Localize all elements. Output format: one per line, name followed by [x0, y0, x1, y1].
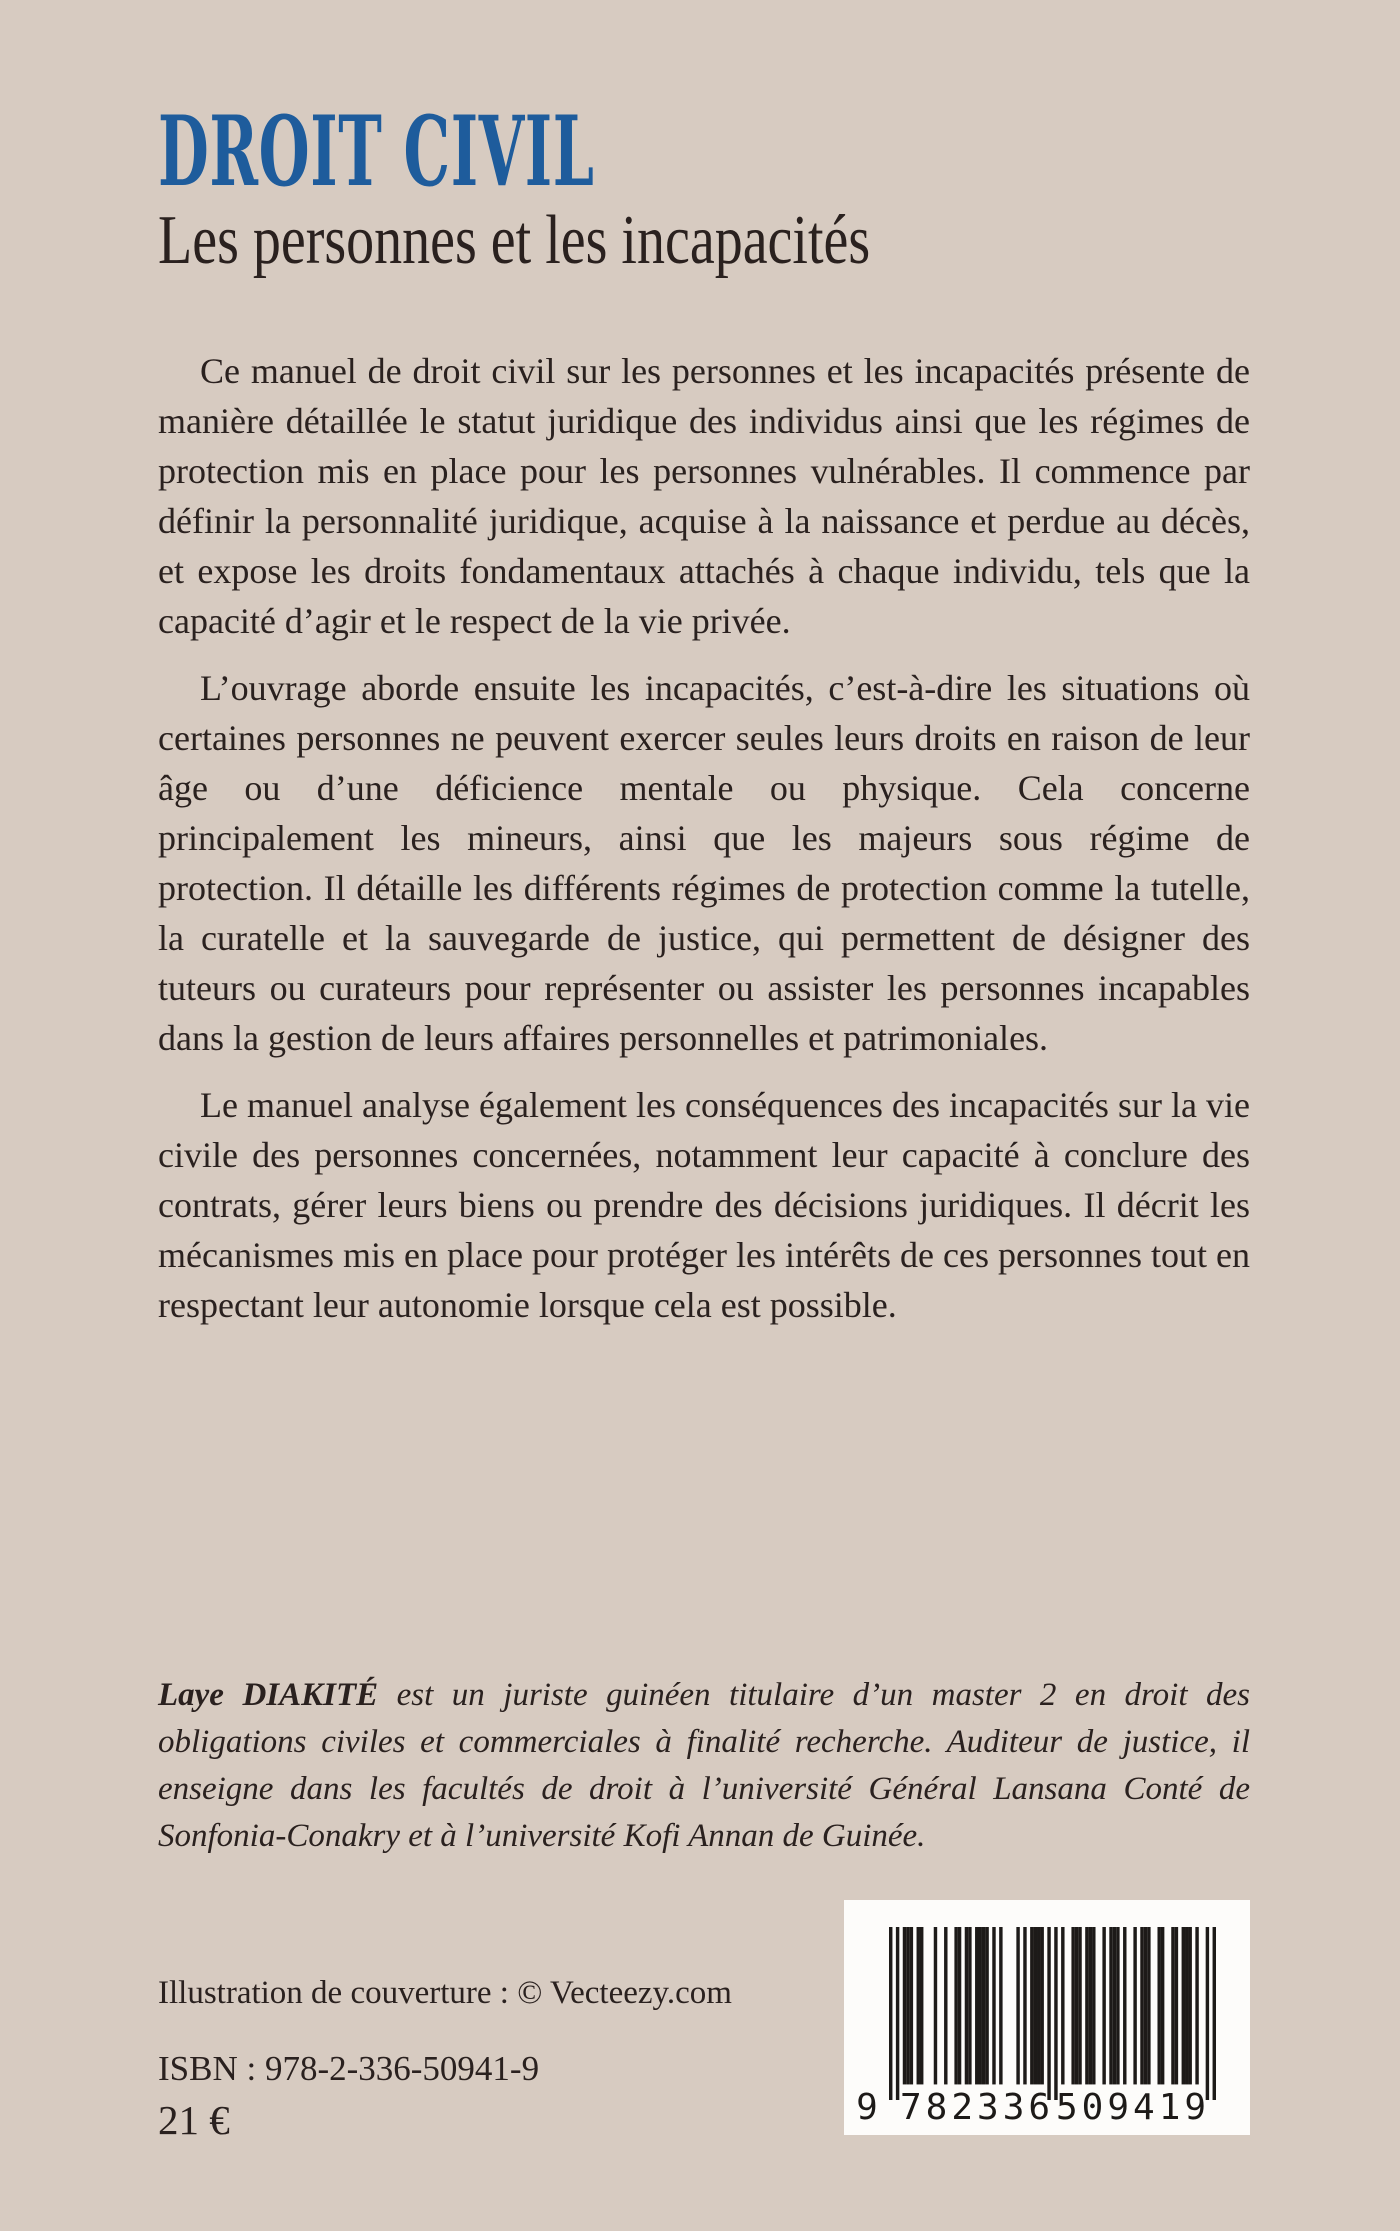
barcode-digits-left: 782336 — [900, 2087, 1055, 2128]
illustration-credit: Illustration de couverture : © Vecteezy.com — [158, 1975, 732, 2011]
isbn-text: ISBN : 978-2-336-50941-9 — [158, 2049, 540, 2088]
barcode — [844, 1900, 1250, 2135]
barcode-digits-right: 509419 — [1056, 2087, 1211, 2128]
author-bio — [158, 1672, 1250, 1860]
book-title — [158, 95, 874, 208]
author-bio-text: est un juriste guinéen titulaire d’un master 2 en droit des obligations civiles et commerciales à finalité recherche. Auditeur de justice, il enseigne dans les facultés de droit à l’université Général Lansana Conté de Sonfonia-Conakry et à l’université Kofi Annan de Guinée. — [158, 1677, 1250, 1854]
description-paragraph-1: Ce manuel de droit civil sur les personnes et les incapacités présente de manière détaillée le statut juridique des individus ainsi que les régimes de protection mis en place pour les personnes vulnérables. Il commence par définir la personnalité juridique, acquise à la naissance et perdue au décès, et expose les droits fondamentaux attachés à chaque individu, tels que la capacité d’agir et le respect de la vie privée. — [158, 351, 1250, 641]
book-subtitle — [158, 202, 1048, 279]
description-paragraph-2: L’ouvrage aborde ensuite les incapacités, c’est-à-dire les situations où certaines personnes ne peuvent exercer seules leurs droits en raison de leur âge ou d’une déficience mentale ou physique. Cela concerne principalement les mineurs, ainsi que les majeurs sous régime de protection. Il détaille les différents régimes de protection comme la tutelle, la curatelle et la sauvegarde de justice, qui permettent de désigner des tuteurs ou curateurs pour représenter ou assister les personnes incapables dans la gestion de leurs affaires personnelles et patrimoniales. — [158, 668, 1250, 1058]
book-title-text: DROIT CIVIL — [158, 95, 595, 208]
price-text: 21 € — [158, 2097, 230, 2143]
barcode-digit-prefix: 9 — [856, 2087, 878, 2128]
book-subtitle-text: Les personnes et les incapacités — [158, 202, 871, 279]
description-paragraph-3: Le manuel analyse également les conséquences des incapacités sur la vie civile des personnes concernées, notamment leur capacité à conclure des contrats, gérer leurs biens ou prendre des décisions juridiques. Il décrit les mécanismes mis en place pour protéger les intérêts de ces personnes tout en respectant leur autonomie lorsque cela est possible. — [158, 1085, 1250, 1325]
author-name: Laye DIAKITÉ — [158, 1677, 379, 1713]
barcode-bars-svg — [889, 1927, 1216, 2100]
back-cover-description — [158, 346, 1250, 1347]
